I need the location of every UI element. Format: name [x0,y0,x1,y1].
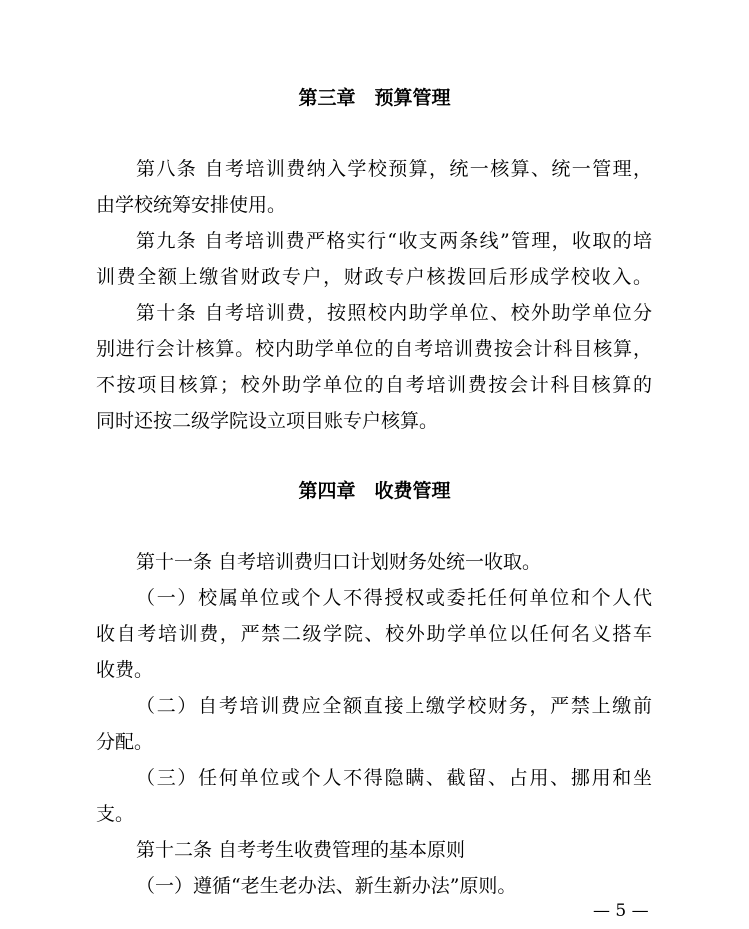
article-11-item-3-line-1: （三）任何单位或个人不得隐瞒、截留、占用、挪用和坐 [136,767,652,789]
article-11-item-3-line-2: 支。 [96,803,135,825]
article-12-item-1-line-1: （一）遵循“老生老办法、新生新办法”原则。 [136,875,517,897]
article-10-line-1: 第十条 自考培训费，按照校内助学单位、校外助学单位分 [136,302,652,324]
chapter-4-heading: 第四章 收费管理 [298,480,451,502]
article-8-line-2: 由学校统筹安排使用。 [96,194,287,216]
article-10-line-4: 同时还按二级学院设立项目账专户核算。 [96,410,439,432]
article-8-line-1: 第八条 自考培训费纳入学校预算，统一核算、统一管理， [136,158,652,180]
article-12-line-1: 第十二条 自考考生收费管理的基本原则 [136,839,466,861]
article-11-item-1-line-1: （一）校属单位或个人不得授权或委托任何单位和个人代 [136,587,652,609]
article-10-line-2: 别进行会计核算。校内助学单位的自考培训费按会计科目核算， [96,338,652,360]
article-9-line-2: 训费全额上缴省财政专户，财政专户核拨回后形成学校收入。 [96,266,652,288]
article-11-item-1-line-3: 收费。 [96,659,154,681]
article-11-item-1-line-2: 收自考培训费，严禁二级学院、校外助学单位以任何名义搭车 [96,623,652,645]
chapter-3-heading: 第三章 预算管理 [298,87,451,109]
article-11-item-2-line-1: （二）自考培训费应全额直接上缴学校财务，严禁上缴前 [136,695,652,717]
article-11-item-2-line-2: 分配。 [96,731,154,753]
article-10-line-3: 不按项目核算；校外助学单位的自考培训费按会计科目核算的 [96,374,652,396]
article-9-line-1: 第九条 自考培训费严格实行“收支两条线”管理，收取的培 [136,230,652,252]
page-number: — 5 — [593,901,649,921]
article-11-line-1: 第十一条 自考培训费归口计划财务处统一收取。 [136,551,542,573]
